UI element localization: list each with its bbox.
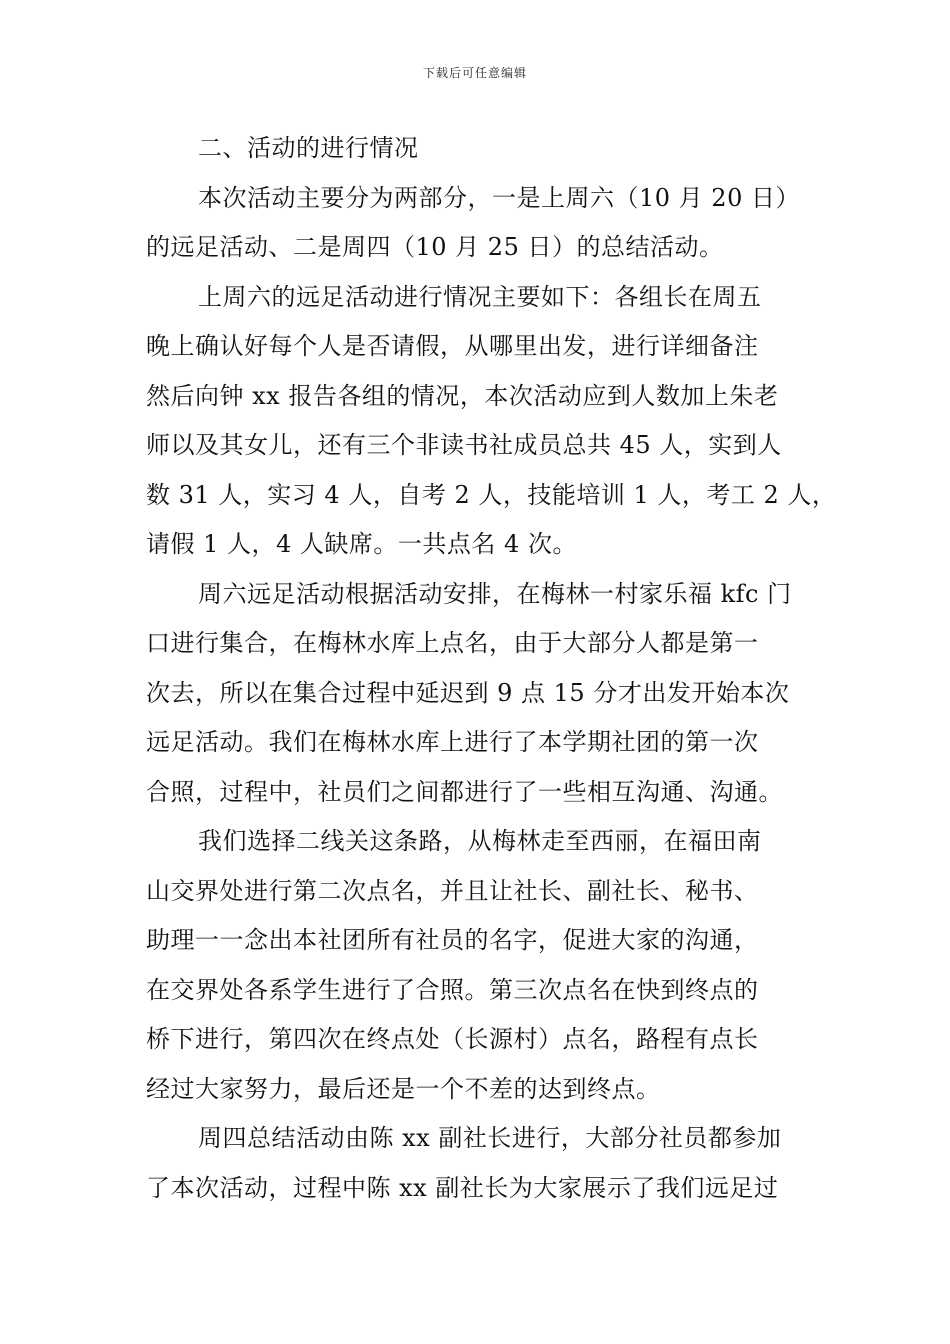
text-line: 然后向钟 xx 报告各组的情况，本次活动应到人数加上朱老: [146, 381, 779, 410]
text-line: 数 31 人，实习 4 人，自考 2 人，技能培训 1 人，考工 2 人，: [146, 480, 837, 509]
text-line: 山交界处进行第二次点名，并且让社长、副社长、秘书、: [146, 876, 759, 905]
text-line: 在交界处各系学生进行了合照。第三次点名在快到终点的: [146, 975, 759, 1004]
text-line: 本次活动主要分为两部分，一是上周六（10 月 20 日）: [198, 183, 800, 212]
text-line: 了本次活动，过程中陈 xx 副社长为大家展示了我们远足过: [146, 1173, 779, 1202]
text-line: 次去，所以在集合过程中延迟到 9 点 15 分才出发开始本次: [146, 678, 790, 707]
text-line: 远足活动。我们在梅林水库上进行了本学期社团的第一次: [146, 728, 759, 756]
text-line: 请假 1 人，4 人缺席。一共点名 4 次。: [146, 530, 577, 558]
text-line: 周四总结活动由陈 xx 副社长进行，大部分社员都参加: [198, 1124, 782, 1152]
text-line: 的远足活动、二是周四（10 月 25 日）的总结活动。: [146, 233, 724, 261]
text-line: 周六远足活动根据活动安排，在梅林一村家乐福 kfc 门: [198, 579, 792, 608]
text-line: 助理一一念出本社团所有社员的名字，促进大家的沟通，: [146, 926, 759, 954]
text-line: 上周六的远足活动进行情况主要如下：各组长在周五: [198, 282, 762, 311]
text-line: 晚上确认好每个人是否请假，从哪里出发，进行详细备注: [146, 332, 759, 360]
section-heading: 二、活动的进行情况: [198, 134, 419, 162]
document-body: [146, 124, 837, 1213]
page-header: 下载后可任意编辑: [422, 66, 527, 80]
text-line: 师以及其女儿，还有三个非读书社成员总共 45 人，实到人: [146, 431, 782, 459]
text-line: 我们选择二线关这条路，从梅林走至西丽，在福田南: [198, 827, 762, 855]
text-line: 口进行集合，在梅林水库上点名，由于大部分人都是第一: [146, 629, 759, 657]
text-line: 桥下进行，第四次在终点处（长源村）点名，路程有点长: [146, 1025, 759, 1053]
text-line: 经过大家努力，最后还是一个不差的达到终点。: [146, 1074, 661, 1103]
text-line: 合照，过程中，社员们之间都进行了一些相互沟通、沟通。: [146, 777, 783, 806]
